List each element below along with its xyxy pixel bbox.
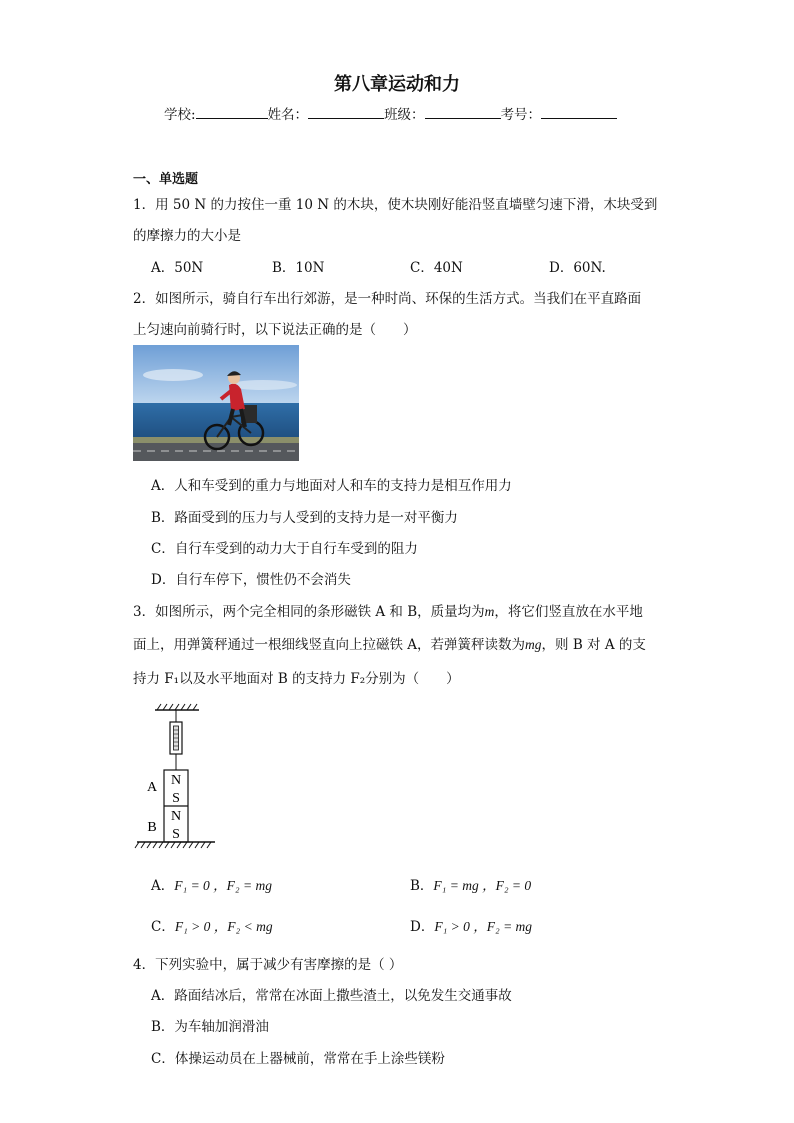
magnet-diagram <box>133 702 233 852</box>
q1-option-d[interactable]: D．60N. <box>549 260 606 276</box>
section-title: 一、单选题 <box>133 172 199 187</box>
name-blank[interactable] <box>308 104 384 119</box>
q4-option-c[interactable]: C．体操运动员在上器械前，常常在手上涂些镁粉 <box>151 1051 445 1067</box>
q1-text-line2: 的摩擦力的大小是 <box>133 228 241 244</box>
q3-option-d-formula: F₁ > 0 ，F₂ = mg <box>434 919 533 934</box>
q2-option-d[interactable]: D．自行车停下，惯性仍不会消失 <box>151 572 351 588</box>
q3-text-line2-end: ，则 B 对 A 的支 <box>541 637 646 653</box>
q2-option-a[interactable]: A．人和车受到的重力与地面对人和车的支持力是相互作用力 <box>151 478 512 494</box>
q3-option-a[interactable] <box>151 874 272 894</box>
q3-option-a-letter: A． <box>151 878 175 894</box>
q3-option-b[interactable] <box>410 874 531 894</box>
q1-option-c[interactable]: C．40N <box>410 260 463 276</box>
q3-weight-symbol: mg <box>525 637 542 652</box>
q1-text-line1: 1．用 50 N 的力按住一重 10 N 的木块，使木块刚好能沿竖直墙壁匀速下滑，木块受到 <box>133 197 658 213</box>
class-label: 班级： <box>384 107 425 123</box>
q2-text-line1: 2．如图所示，骑自行车出行郊游，是一种时尚、环保的生活方式。当我们在平直路面 <box>133 291 642 307</box>
q3-option-c[interactable] <box>151 915 273 935</box>
q1-option-b[interactable]: B．10N <box>272 260 325 276</box>
magnet-a-pole-s: S <box>172 791 180 806</box>
q2-text-line2: 上匀速向前骑行时，以下说法正确的是（ ） <box>133 322 417 338</box>
q3-option-c-letter: C． <box>151 919 175 935</box>
cyclist-photo <box>133 345 299 461</box>
student-info-line <box>164 103 617 123</box>
q3-text-line1-end: ，将它们竖直放在水平地 <box>494 604 643 620</box>
magnet-a-label: A <box>146 780 158 795</box>
magnet-a-pole-n: N <box>170 773 182 788</box>
q3-mass-symbol: m <box>484 604 495 619</box>
q2-option-b[interactable]: B．路面受到的压力与人受到的支持力是一对平衡力 <box>151 510 458 526</box>
q4-text-line1: 4．下列实验中，属于减少有害摩擦的是（ ） <box>133 957 403 973</box>
q3-option-d-letter: D． <box>410 919 435 935</box>
q3-option-b-letter: B． <box>410 878 434 894</box>
q2-option-c[interactable]: C．自行车受到的动力大于自行车受到的阻力 <box>151 541 418 557</box>
exam-number-blank[interactable] <box>541 104 617 119</box>
q3-option-b-formula: F₁ = mg ，F₂ = 0 <box>433 878 532 893</box>
q3-text-line1-start: 3．如图所示，两个完全相同的条形磁铁 A 和 B，质量均为 <box>133 604 485 620</box>
magnet-b-pole-s: S <box>172 827 180 842</box>
q3-option-d[interactable] <box>410 915 532 935</box>
q3-text-line3: 持力 F₁以及水平地面对 B 的支持力 F₂分别为（ ） <box>133 671 460 687</box>
school-blank[interactable] <box>196 104 268 119</box>
class-blank[interactable] <box>425 104 501 119</box>
q4-option-b[interactable]: B．为车轴加润滑油 <box>151 1019 269 1035</box>
magnet-b-label: B <box>147 820 157 835</box>
q3-text-line2-start: 面上，用弹簧秤通过一根细线竖直向上拉磁铁 A，若弹簧秤读数为 <box>133 637 526 653</box>
name-label: 姓名： <box>267 107 309 123</box>
q4-option-a[interactable]: A．路面结冰后，常常在冰面上撒些渣土，以免发生交通事故 <box>151 988 512 1004</box>
magnet-b-pole-n: N <box>170 809 182 824</box>
q3-text-line1 <box>133 600 643 620</box>
exam-number-label: 考号： <box>500 107 542 123</box>
q1-option-a[interactable]: A．50N <box>151 260 204 276</box>
q3-text-line2 <box>133 633 646 653</box>
page-title: 第八章运动和力 <box>334 74 460 95</box>
q3-option-a-formula: F₁ = 0 ，F₂ = mg <box>174 878 272 893</box>
q3-option-c-formula: F₁ > 0 ，F₂ < mg <box>174 919 273 934</box>
school-label: 学校: <box>164 107 196 123</box>
